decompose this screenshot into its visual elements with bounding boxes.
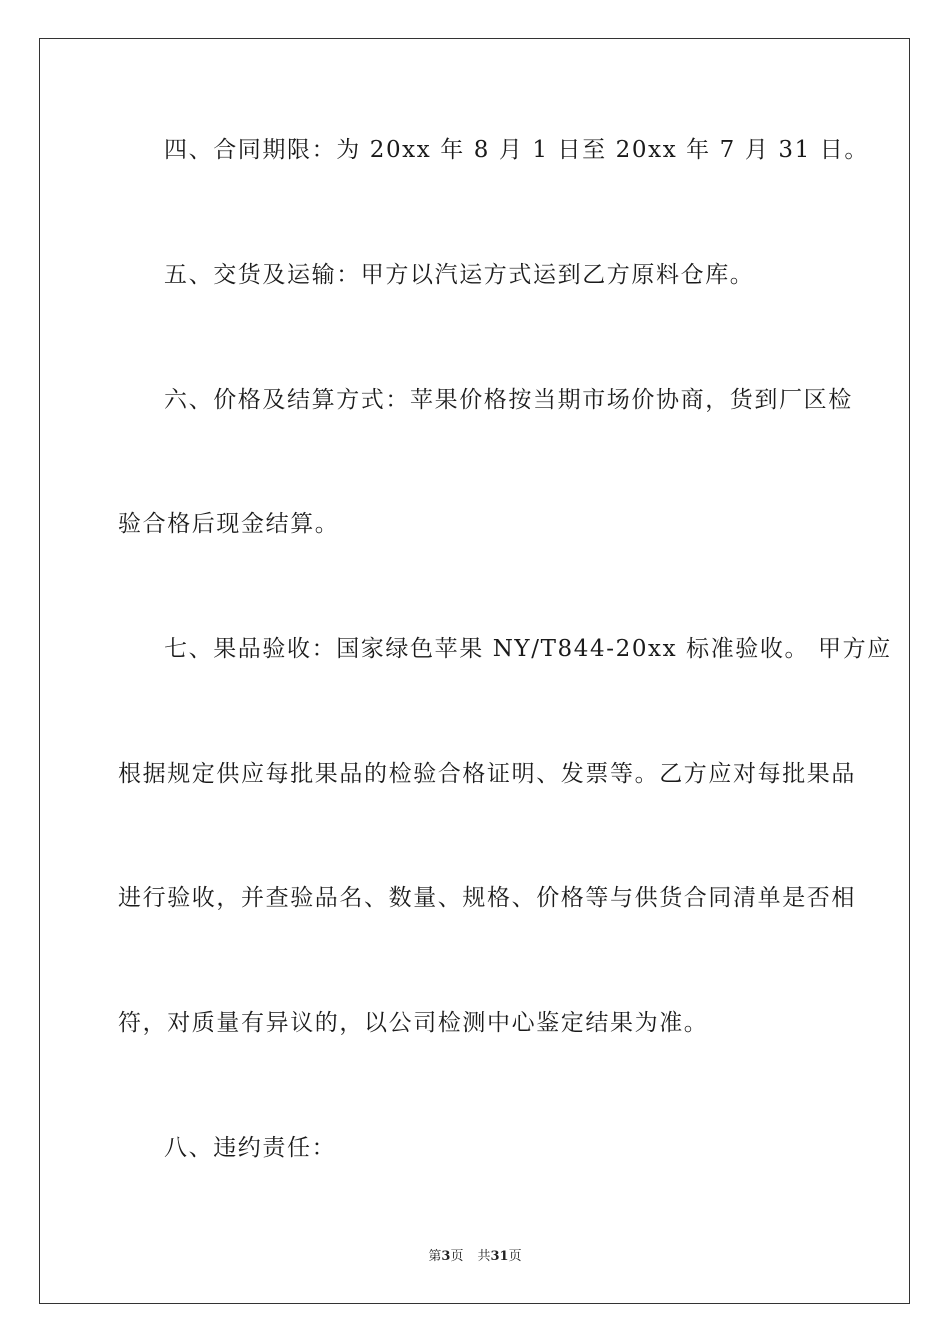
clause-8-line-1: 八、违约责任： [164, 1135, 337, 1161]
clause-6-line-2: 验合格后现金结算。 [118, 511, 340, 537]
page-footer [0, 1248, 950, 1266]
clause-7-line-1: 七、果品验收：国家绿色苹果 NY/T844-20xx 标准验收。 甲方应 [164, 636, 892, 662]
clause-7-line-2: 根据规定供应每批果品的检验合格证明、发票等。乙方应对每批果品 [118, 761, 856, 787]
footer-page-number: 3 [441, 1249, 451, 1264]
page-border [39, 38, 910, 1304]
footer-total-suffix: 页 [508, 1249, 522, 1264]
footer-total-pages: 31 [490, 1249, 509, 1264]
footer-page-prefix: 第 [428, 1249, 442, 1264]
clause-7-line-4: 符，对质量有异议的，以公司检测中心鉴定结果为准。 [118, 1010, 709, 1036]
clause-6-line-1: 六、价格及结算方式：苹果价格按当期市场价协商，货到厂区检 [164, 387, 853, 413]
clause-5-line-1: 五、交货及运输：甲方以汽运方式运到乙方原料仓库。 [164, 262, 755, 288]
footer-page-suffix: 页 [450, 1249, 464, 1264]
clause-7-line-3: 进行验收，并查验品名、数量、规格、价格等与供货合同清单是否相 [118, 885, 856, 911]
footer-total-prefix: 共 [477, 1249, 491, 1264]
clause-4-line-1: 四、合同期限：为 20xx 年 8 月 1 日至 20xx 年 7 月 31 日。 [164, 137, 869, 163]
